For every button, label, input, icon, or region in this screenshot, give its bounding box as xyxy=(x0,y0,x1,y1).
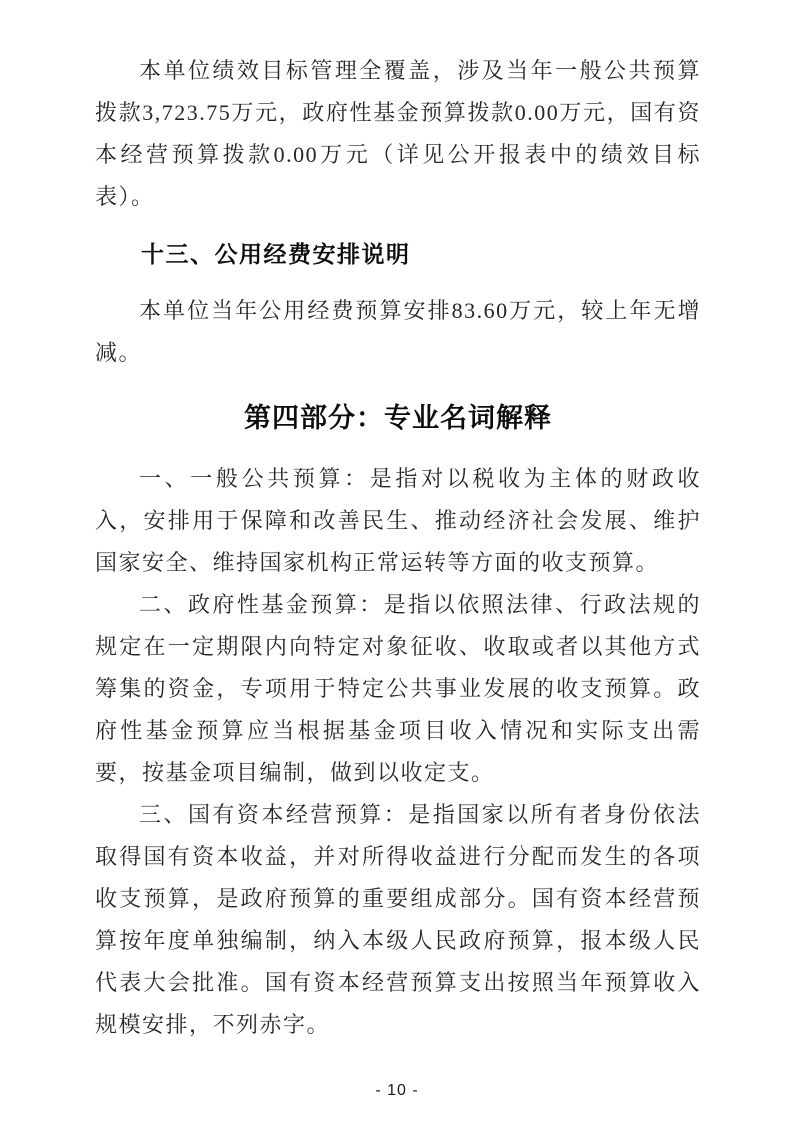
page-number: - 10 - xyxy=(375,1082,419,1099)
term-definition-general-public-budget: 一、一般公共预算：是指对以税收为主体的财政收入，安排用于保障和改善民生、推动经济社会发展、维护国家安全、维持国家机构正常运转等方面的收支预算。 xyxy=(95,466,701,575)
performance-target-paragraph: 本单位绩效目标管理全覆盖，涉及当年一般公共预算拨款3,723.75万元，政府性基金预算拨款0.00万元，国有资本经营预算拨款0.00万元（详见公开报表中的绩效目标表）。 xyxy=(95,58,701,209)
section-13-heading: 十三、公用经费安排说明 xyxy=(141,241,411,267)
term-definition-state-capital-budget: 三、国有资本经营预算：是指国家以所有者身份依法取得国有资本收益，并对所得收益进行分配而发生的各项收支预算，是政府预算的重要组成部分。国有资本经营预算按年度单独编制，纳入本级人民政府预算，报本级人民代表大会批准。国有资本经营预算支出按照当年预算收入规模安排，不列赤字。 xyxy=(95,802,701,1037)
term-definition-government-fund-budget: 二、政府性基金预算：是指以依照法律、行政法规的规定在一定期限内向特定对象征收、收取或者以其他方式筹集的资金，专项用于特定公共事业发展的收支预算。政府性基金预算应当根据基金项目收入情况和实际支出需要，按基金项目编制，做到以收定支。 xyxy=(95,592,701,785)
part-4-title: 第四部分：专业名词解释 xyxy=(244,403,552,433)
section-13-paragraph: 本单位当年公用经费预算安排83.60万元，较上年无增减。 xyxy=(95,298,701,365)
page-content xyxy=(95,50,701,1046)
